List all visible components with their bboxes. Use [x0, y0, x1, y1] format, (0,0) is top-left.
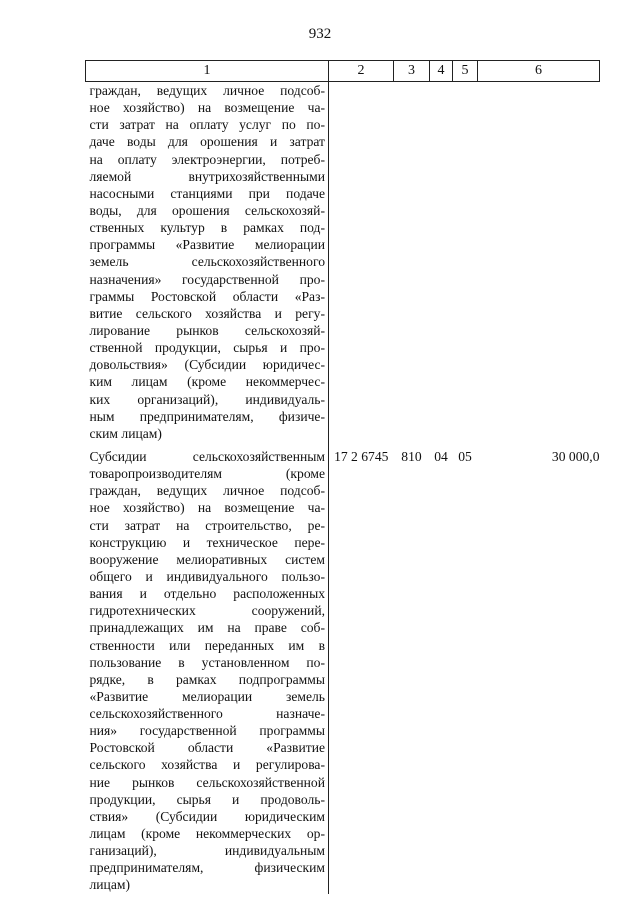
description-line: ких организаций), индивидуаль- [89, 391, 325, 407]
description-cell [86, 82, 329, 442]
table-row [86, 82, 600, 442]
description-line: земель сельскохозяйственного [89, 254, 325, 270]
description-line: Ростовской области «Развитие [89, 740, 325, 756]
description-line: конструкцию и техническое пере- [89, 534, 325, 550]
description-line: ственной продукции, сырья и про- [89, 340, 325, 356]
description-line: программы «Развитие мелиорации [89, 237, 325, 253]
description-line: граждан, ведущих личное подсоб- [89, 483, 325, 499]
description-line: ным предпринимателям, физиче- [89, 408, 325, 424]
budget-table [85, 60, 600, 894]
subsection-cell [453, 82, 478, 442]
description-line: принадлежащих им на праве соб- [89, 620, 325, 636]
section-cell [430, 82, 453, 442]
description-line: рядке, в рамках подпрограммы [89, 671, 325, 687]
description-line: вооружение мелиоративных систем [89, 551, 325, 567]
description-line: гидротехнических сооружений, [89, 603, 325, 619]
table-header-row [86, 61, 600, 82]
expense-type-cell: 810 [401, 448, 422, 464]
description-line: сти затрат на оплату услуг по по- [89, 117, 325, 133]
description-line: сельского хозяйства и регулирова- [89, 757, 325, 773]
description-line: ное хозяйство) на возмещение ча- [89, 100, 325, 116]
description-line: ния» государственной программы [89, 723, 325, 739]
description-line: лирование рынков сельскохозяй- [89, 322, 325, 338]
description-line: ским лицам) [89, 425, 162, 441]
column-header-target-code: 2 [329, 61, 394, 82]
column-header-amount: 6 [478, 61, 600, 82]
description-line: сельскохозяйственного назначе- [89, 706, 325, 722]
description-line: граммы Ростовской области «Раз- [89, 288, 325, 304]
subsection-cell: 05 [458, 448, 472, 464]
description-line: «Развитие мелиорации земель [89, 688, 325, 704]
description-line: предпринимателям, физическим [89, 860, 325, 876]
description-line: ние рынков сельскохозяйственной [89, 774, 325, 790]
description-line: лицам) [89, 877, 130, 893]
table-row [86, 442, 600, 894]
page-number: 932 [308, 26, 332, 42]
description-cell [86, 442, 329, 894]
description-line: сти затрат на строительство, ре- [89, 517, 325, 533]
description-line: ное хозяйство) на возмещение ча- [89, 500, 325, 516]
description-line: ляемой внутрихозяйственными [89, 168, 325, 184]
description-line: товаропроизводителям (кроме [89, 466, 325, 482]
description-line: вания и отдельно расположенных [89, 586, 325, 602]
description-line: на оплату электроэнергии, потреб- [89, 151, 325, 167]
target-code-cell: 17 2 6745 [334, 448, 389, 464]
amount-cell [478, 82, 600, 442]
description-line: довольствия» (Субсидии юридичес- [89, 357, 325, 373]
description-line: даче воды для орошения и затрат [89, 134, 325, 150]
target-code-cell [329, 82, 394, 442]
table-body [86, 82, 600, 894]
description-line: назначения» государственной про- [89, 271, 325, 287]
description-line: лицам (кроме некоммерческих ор- [89, 826, 325, 842]
description-line: ганизаций), индивидуальным [89, 843, 325, 859]
column-header-expense-type: 3 [394, 61, 430, 82]
column-header-subsection: 5 [453, 61, 478, 82]
description-line: ствия» (Субсидии юридическим [89, 808, 325, 824]
description-line: воды, для орошения сельскохозяй- [89, 202, 325, 218]
amount-cell: 30 000,0 [551, 448, 600, 464]
expense-type-cell [394, 82, 430, 442]
column-header-section: 4 [430, 61, 453, 82]
description-line: витие сельского хозяйства и регу- [89, 305, 325, 321]
description-line: ственных культур в рамках под- [89, 220, 325, 236]
description-line: граждан, ведущих личное подсоб- [89, 83, 325, 98]
description-line: Субсидии сельскохозяйственным [89, 448, 325, 464]
column-header-description: 1 [86, 61, 329, 82]
description-line: ственности или переданных им в [89, 637, 325, 653]
description-line: пользование в установленном по- [89, 654, 325, 670]
description-line: насосными станциями при подаче [89, 185, 325, 201]
description-line: продукции, сырья и продоволь- [89, 791, 325, 807]
section-cell: 04 [434, 448, 448, 464]
description-line: ким лицам (кроме некоммерчес- [89, 374, 325, 390]
description-line: общего и индивидуального пользо- [89, 568, 325, 584]
